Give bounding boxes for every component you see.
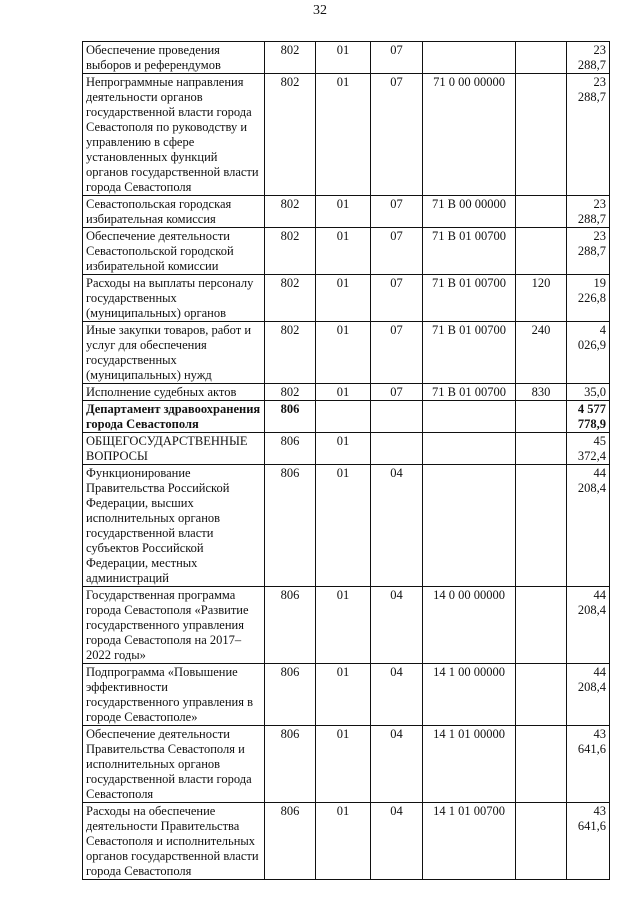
row-expense-type-cell [516,664,567,726]
row-amount-cell: 43 641,6 [567,726,610,803]
row-amount-cell: 23 288,7 [567,196,610,228]
table-row [83,322,610,384]
table-row [83,465,610,587]
row-amount-cell: 19 226,8 [567,275,610,322]
row-target-article-cell [423,42,516,74]
row-expense-type-cell [516,587,567,664]
row-target-article-cell: 14 1 01 00000 [423,726,516,803]
budget-table [82,41,610,880]
row-target-article-cell [423,433,516,465]
row-amount-cell: 23 288,7 [567,42,610,74]
table-row [83,664,610,726]
row-amount-cell: 44 208,4 [567,465,610,587]
row-target-article-cell: 71 В 00 00000 [423,196,516,228]
row-expense-type-cell [516,465,567,587]
row-ved-cell: 806 [265,803,316,880]
row-target-article-cell: 71 В 01 00700 [423,384,516,401]
row-amount-cell: 23 288,7 [567,74,610,196]
row-section-cell: 01 [316,322,371,384]
row-expense-type-cell [516,196,567,228]
row-name-cell: Севастопольская городская избирательная комиссия [83,196,265,228]
row-expense-type-cell: 830 [516,384,567,401]
row-amount-cell: 44 208,4 [567,587,610,664]
row-target-article-cell: 14 1 01 00700 [423,803,516,880]
row-subsection-cell: 07 [371,228,423,275]
row-subsection-cell [371,401,423,433]
row-target-article-cell: 71 0 00 00000 [423,74,516,196]
row-ved-cell: 802 [265,322,316,384]
row-amount-cell: 35,0 [567,384,610,401]
row-ved-cell: 806 [265,664,316,726]
table-row [83,803,610,880]
row-expense-type-cell: 120 [516,275,567,322]
row-section-cell: 01 [316,74,371,196]
table-row [83,587,610,664]
row-subsection-cell: 07 [371,275,423,322]
row-subsection-cell: 04 [371,803,423,880]
row-ved-cell: 802 [265,196,316,228]
row-name-cell: Исполнение судебных актов [83,384,265,401]
row-amount-cell: 23 288,7 [567,228,610,275]
table-row [83,726,610,803]
row-expense-type-cell [516,803,567,880]
row-section-cell: 01 [316,433,371,465]
table-row [83,74,610,196]
table-row [83,42,610,74]
table-row [83,228,610,275]
row-subsection-cell: 04 [371,664,423,726]
table-row [83,196,610,228]
row-subsection-cell: 07 [371,196,423,228]
row-subsection-cell: 07 [371,42,423,74]
row-name-cell: Расходы на выплаты персоналу государственных (муниципальных) органов [83,275,265,322]
row-ved-cell: 802 [265,228,316,275]
row-target-article-cell: 71 В 01 00700 [423,275,516,322]
row-amount-cell: 43 641,6 [567,803,610,880]
row-amount-cell: 4 026,9 [567,322,610,384]
row-ved-cell: 806 [265,587,316,664]
row-target-article-cell: 71 В 01 00700 [423,322,516,384]
row-expense-type-cell [516,726,567,803]
row-section-cell: 01 [316,196,371,228]
row-target-article-cell: 14 0 00 00000 [423,587,516,664]
row-subsection-cell [371,433,423,465]
row-section-cell: 01 [316,275,371,322]
page-number: 32 [313,3,327,18]
row-expense-type-cell [516,433,567,465]
row-expense-type-cell: 240 [516,322,567,384]
row-target-article-cell [423,401,516,433]
row-subsection-cell: 04 [371,587,423,664]
row-ved-cell: 802 [265,275,316,322]
row-section-cell: 01 [316,664,371,726]
row-subsection-cell: 04 [371,465,423,587]
row-section-cell: 01 [316,228,371,275]
row-ved-cell: 802 [265,384,316,401]
row-subsection-cell: 07 [371,384,423,401]
row-name-cell: Расходы на обеспечение деятельности Правительства Севастополя и исполнительных органов государственной власти города Севастополя [83,803,265,880]
row-name-cell: Непрограммные направления деятельности органов государственной власти города Севастополя по руководству и управлению в сфере установленных функций органов государственной власти города Севастополя [83,74,265,196]
table-row [83,275,610,322]
row-section-cell: 01 [316,465,371,587]
row-section-cell: 01 [316,42,371,74]
row-name-cell: Обеспечение проведения выборов и референдумов [83,42,265,74]
row-expense-type-cell [516,401,567,433]
row-target-article-cell [423,465,516,587]
row-section-cell: 01 [316,803,371,880]
row-name-cell: ОБЩЕГОСУДАРСТВЕННЫЕ ВОПРОСЫ [83,433,265,465]
row-subsection-cell: 04 [371,726,423,803]
row-target-article-cell: 71 В 01 00700 [423,228,516,275]
row-ved-cell: 806 [265,465,316,587]
row-name-cell: Департамент здравоохранения города Севастополя [83,401,265,433]
row-subsection-cell: 07 [371,74,423,196]
row-amount-cell: 44 208,4 [567,664,610,726]
row-ved-cell: 806 [265,401,316,433]
row-amount-cell: 4 577 778,9 [567,401,610,433]
row-section-cell [316,401,371,433]
row-amount-cell: 45 372,4 [567,433,610,465]
table-row [83,384,610,401]
row-name-cell: Иные закупки товаров, работ и услуг для обеспечения государственных (муниципальных) нужд [83,322,265,384]
row-ved-cell: 806 [265,726,316,803]
row-expense-type-cell [516,74,567,196]
row-name-cell: Подпрограмма «Повышение эффективности государственного управления в городе Севастополе» [83,664,265,726]
row-subsection-cell: 07 [371,322,423,384]
row-ved-cell: 802 [265,74,316,196]
row-name-cell: Обеспечение деятельности Правительства Севастополя и исполнительных органов государственной власти города Севастополя [83,726,265,803]
row-section-cell: 01 [316,384,371,401]
row-expense-type-cell [516,228,567,275]
row-expense-type-cell [516,42,567,74]
row-name-cell: Обеспечение деятельности Севастопольской городской избирательной комиссии [83,228,265,275]
row-ved-cell: 802 [265,42,316,74]
row-target-article-cell: 14 1 00 00000 [423,664,516,726]
table-row [83,401,610,433]
row-section-cell: 01 [316,587,371,664]
table-row [83,433,610,465]
row-name-cell: Функционирование Правительства Российской Федерации, высших исполнительных органов государственной власти субъектов Российской Федерации, местных администраций [83,465,265,587]
row-ved-cell: 806 [265,433,316,465]
row-section-cell: 01 [316,726,371,803]
row-name-cell: Государственная программа города Севастополя «Развитие государственного управления города Севастополя на 2017–2022 годы» [83,587,265,664]
table-body [83,42,610,880]
